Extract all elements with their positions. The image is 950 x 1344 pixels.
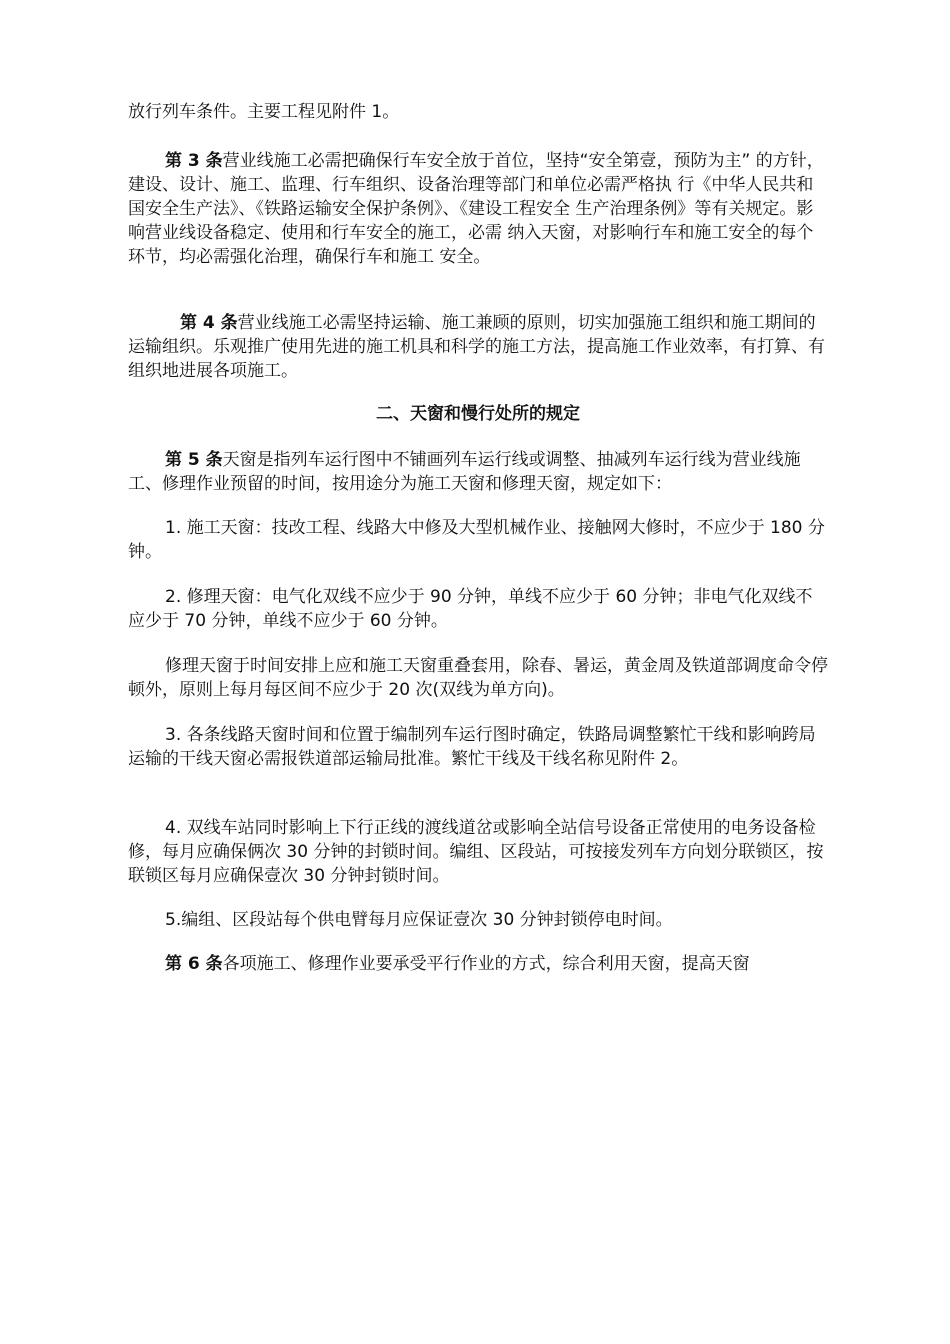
article-4-paragraph — [128, 311, 828, 383]
article-5-paragraph — [128, 448, 828, 496]
list-item: 3. 各条线路天窗时间和位置于编制列车运行图时确定，铁路局调整繁忙干线和影响跨局运输的干线天窗必需报铁道部运输局批准。繁忙干线及干线名称见附件 2。 — [128, 725, 816, 769]
article-number: 第 6 条 — [165, 954, 223, 974]
paragraph-text: 放行列车条件。主要工程见附件 1。 — [128, 102, 400, 122]
list-item: 5.编组、区段站每个供电臂每月应保证壹次 30 分钟封锁停电时间。 — [165, 910, 673, 930]
article-6-paragraph — [128, 952, 828, 976]
article-number: 第 5 条 — [165, 450, 223, 470]
note-paragraph: 修理天窗于时间安排上应和施工天窗重叠套用，除春、暑运，黄金周及铁道部调度命令停顿外，原则上每月每区间不应少于 20 次(双线为单方向)。 — [128, 656, 828, 700]
list-item: 2. 修理天窗：电气化双线不应少于 90 分钟，单线不应少于 60 分钟；非电气化双线不应少于 70 分钟，单线不应少于 60 分钟。 — [128, 587, 813, 631]
article-text: 营业线施工必需坚持运输、施工兼顾的原则，切实加强施工组织和施工期间的运输组织。乐观推广使用先进的施工机具和科学的施工方法，提高施工作业效率，有打算、有组织地进展各项施工。 — [128, 313, 825, 381]
article-text: 营业线施工必需把确保行车安全放于首位，坚持“安全第壹，预防为主” 的方针，建设、设计、施工、监理、行车组织、设备治理等部门和单位必需严格执 行《中华人民共和国安全生产法》、《铁路运输安全保护条例》、《建设工程安全 生产治理条例》等有关规定。影响营业线设备稳定、使用和行车安全的施工，必需 纳入天窗，对影响行车和施工安全的每个环节，均必需强化治理，确保行车和施工 安全。 — [128, 151, 824, 267]
article-number: 第 4 条 — [180, 313, 238, 333]
article-3-paragraph — [128, 149, 828, 269]
article-text: 天窗是指列车运行图中不铺画列车运行线或调整、抽减列车运行线为营业线施工、修理作业预留的时间，按用途分为施工天窗和修理天窗，规定如下： — [128, 450, 801, 494]
article-number: 第 3 条 — [165, 151, 223, 171]
list-item: 1. 施工天窗：技改工程、线路大中修及大型机械作业、接触网大修时，不应少于 180 分钟。 — [128, 518, 825, 562]
section-heading: 二、天窗和慢行处所的规定 — [376, 404, 580, 424]
article-text: 各项施工、修理作业要承受平行作业的方式，综合利用天窗，提高天窗 — [222, 954, 750, 974]
list-item: 4. 双线车站同时影响上下行正线的渡线道岔或影响全站信号设备正常使用的电务设备检修，每月应确保俩次 30 分钟的封锁时间。编组、区段站，可按接发列车方向划分联锁区，按联锁区每月应确保壹次 30 分钟封锁时间。 — [128, 818, 824, 886]
paragraph-continuation — [128, 100, 828, 124]
